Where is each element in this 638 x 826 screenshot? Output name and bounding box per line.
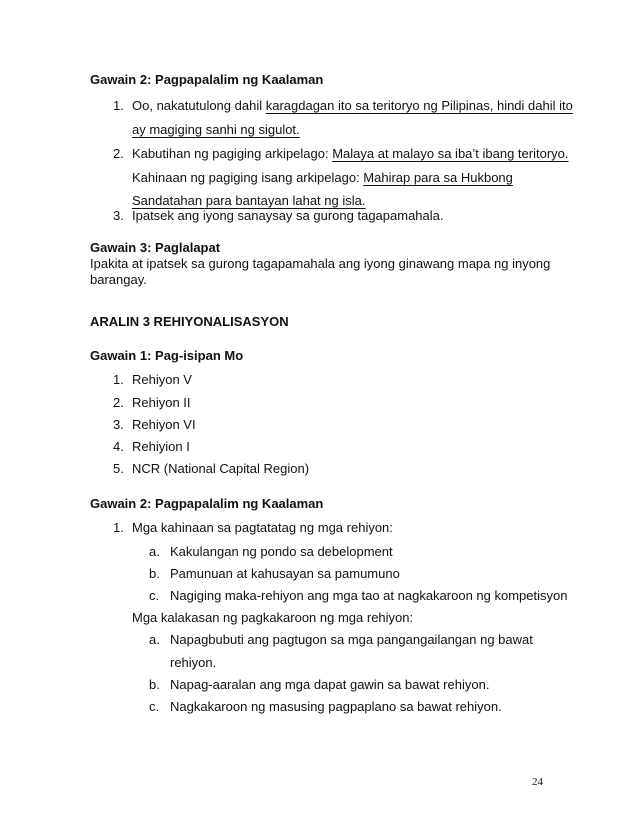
list-item-text: Rehiyon II xyxy=(132,395,191,410)
list-item-text: Ipatsek ang iyong sanaysay sa gurong tagapamahala. xyxy=(132,208,444,223)
list-item-text xyxy=(132,98,573,113)
sublist-item-text: Pamunuan at kahusayan sa pamumuno xyxy=(170,566,400,581)
section-heading: Gawain 2: Pagpapalalim ng Kaalaman xyxy=(90,72,324,87)
sublist-letter: c. xyxy=(149,699,160,714)
list-number: 5. xyxy=(113,461,124,476)
list-item-text xyxy=(132,146,569,161)
sublist-letter: a. xyxy=(149,632,160,647)
list-item-text: Mga kahinaan sa pagtatatag ng mga rehiyon: xyxy=(132,520,393,535)
paragraph-line: Ipakita at ipatsek sa gurong tagapamahala ang iyong ginawang mapa ng inyong xyxy=(90,256,551,271)
sublist-item-text: Nagkakaroon ng masusing pagpaplano sa bawat rehiyon. xyxy=(170,699,502,714)
underlined-text: Sandatahan para bantayan lahat ng isla. xyxy=(132,193,366,208)
list-number: 2. xyxy=(113,146,124,161)
list-number: 1. xyxy=(113,98,124,113)
text-prefix: Kahinaan ng pagiging isang arkipelago: xyxy=(132,170,364,185)
list-number: 4. xyxy=(113,439,124,454)
underlined-text: karagdagan ito sa teritoryo ng Pilipinas, hindi dahil ito xyxy=(265,98,573,113)
underlined-text: Malaya at malayo sa iba’t ibang teritoryo. xyxy=(332,146,569,161)
sublist-item-text: Napagbubuti ang pagtugon sa mga pangangailangan ng bawat xyxy=(170,632,533,647)
sublist-item-continuation: rehiyon. xyxy=(170,655,217,670)
section-heading: Gawain 1: Pag-isipan Mo xyxy=(90,348,244,363)
list-item-text: Rehiyon V xyxy=(132,372,192,387)
sublist-item-text: Napag-aaralan ang mga dapat gawin sa bawat rehiyon. xyxy=(170,677,490,692)
sublist-letter: b. xyxy=(149,677,160,692)
sublist-letter: c. xyxy=(149,588,160,603)
list-item-text: Rehiyion I xyxy=(132,439,190,454)
sublist-item-text: Kakulangan ng pondo sa debelopment xyxy=(170,544,393,559)
text-prefix: Kabutihan ng pagiging arkipelago: xyxy=(132,146,333,161)
page-number: 24 xyxy=(532,776,543,788)
list-number: 3. xyxy=(113,417,124,432)
lesson-heading: ARALIN 3 REHIYONALISASYON xyxy=(90,314,289,329)
section-heading: Gawain 3: Paglalapat xyxy=(90,240,221,255)
sublist-letter: a. xyxy=(149,544,160,559)
underlined-text: ay magiging sanhi ng sigulot. xyxy=(132,122,300,137)
list-number: 1. xyxy=(113,372,124,387)
section-heading: Gawain 2: Pagpapalalim ng Kaalaman xyxy=(90,496,324,511)
underlined-text: Mahirap para sa Hukbong xyxy=(363,170,513,185)
list-number: 2. xyxy=(113,395,124,410)
list-number: 1. xyxy=(113,520,124,535)
text-prefix: Oo, nakatutulong dahil xyxy=(132,98,266,113)
sublist-item-text: Nagiging maka-rehiyon ang mga tao at nagkakaroon ng kompetisyon xyxy=(170,588,568,603)
list-item-text: Rehiyon VI xyxy=(132,417,196,432)
sublist-heading: Mga kalakasan ng pagkakaroon ng mga rehiyon: xyxy=(132,610,414,625)
list-item-text: NCR (National Capital Region) xyxy=(132,461,310,476)
paragraph-line: barangay. xyxy=(90,272,147,287)
list-number: 3. xyxy=(113,208,124,223)
list-item-text xyxy=(132,170,513,185)
sublist-letter: b. xyxy=(149,566,160,581)
